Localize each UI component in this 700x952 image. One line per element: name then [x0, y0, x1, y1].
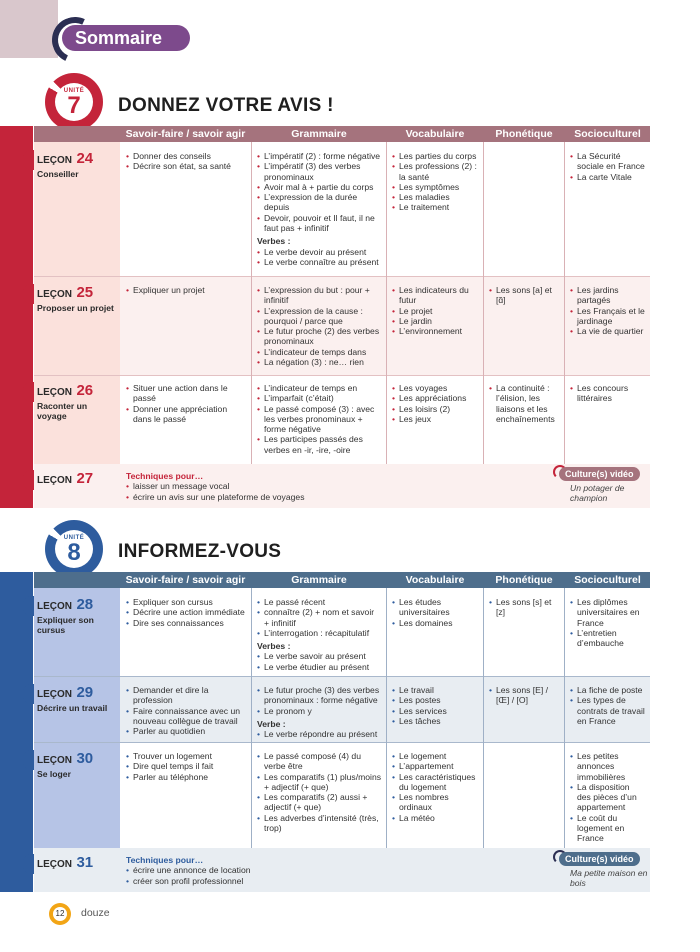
- lesson-tab: [23, 150, 34, 170]
- list-item: • La négation (3) : ne… rien: [257, 357, 381, 367]
- list-item: • Expliquer son cursus: [126, 597, 246, 607]
- page-number: 12: [53, 907, 67, 921]
- lesson-24-label: [37, 150, 117, 179]
- unit-number: 7: [67, 91, 81, 119]
- list-item: • Les jardins partagés: [570, 285, 645, 306]
- lesson-28-label: [37, 596, 117, 635]
- col-header-savoir: Savoir-faire / savoir agir: [125, 574, 246, 586]
- header-corner-block: [0, 0, 58, 58]
- cell-grammaire: [251, 282, 386, 367]
- list-item: • Le travail: [392, 685, 478, 695]
- unit-word-label: UNITÉ: [63, 87, 85, 94]
- unit-number: 8: [67, 538, 81, 566]
- list-item: • Les Français et le jardinage: [570, 306, 645, 327]
- lesson-subtitle: Décrire un travail: [37, 703, 108, 713]
- lesson-word: LEÇON: [37, 155, 72, 166]
- lesson-tab: [23, 684, 34, 704]
- col-header-vocabulaire: Vocabulaire: [405, 574, 465, 586]
- cell-phonetique: [483, 380, 564, 424]
- list-item: • Les diplômes universitaires en France: [570, 597, 645, 628]
- list-item: • Les sons [a] et [ɑ̃]: [489, 285, 559, 306]
- lesson-tab: [23, 470, 34, 490]
- col-header-socioculturel: Socioculturel: [574, 574, 641, 586]
- cell-grammaire: [251, 380, 386, 455]
- lesson-word: LEÇON: [37, 601, 72, 612]
- list-item: • Les comparatifs (2) aussi + adjectif (+ que): [257, 792, 381, 813]
- cell-socioculturel: [564, 148, 650, 182]
- techniques-cell: [120, 852, 420, 886]
- list-item: • Dire ses connaissances: [126, 618, 246, 628]
- cell-socioculturel: [564, 594, 650, 648]
- cell-grammaire: [251, 594, 386, 672]
- cell-savoir: [120, 748, 251, 782]
- list-item: • Avoir mal à + partie du corps: [257, 182, 381, 192]
- list-item: • Le jardin: [392, 316, 478, 326]
- list-item: • L’expression de la durée depuis: [257, 192, 381, 213]
- list-item: • L’appartement: [392, 761, 478, 771]
- list-item: • Le passé composé (3) : avec les verbes pronominaux + forme négative: [257, 404, 381, 435]
- unit-7-badge: [45, 73, 103, 131]
- list-item: • Les domaines: [392, 618, 478, 628]
- list-item: • Les loisirs (2): [392, 404, 478, 414]
- list-item: • Les appréciations: [392, 393, 478, 403]
- list-item: • Donner des conseils: [126, 151, 246, 161]
- lesson-tab: [23, 382, 34, 402]
- list-item: • Trouver un logement: [126, 751, 246, 761]
- list-item: • Le futur proche (2) des verbes pronominaux: [257, 326, 381, 347]
- cell-phonetique: [483, 282, 564, 306]
- list-item: • L’expression de la cause : pourquoi / parce que: [257, 306, 381, 327]
- list-item: • Expliquer un projet: [126, 285, 246, 295]
- list-item: • L’imparfait (c’était): [257, 393, 381, 403]
- techniques-cell: [120, 468, 420, 502]
- culture-video-badge: Culture(s) vidéo: [559, 852, 640, 866]
- list-item: • Les comparatifs (1) plus/moins + adjectif (+ que): [257, 772, 381, 793]
- lesson-number: 26: [76, 382, 94, 399]
- list-item: • Le futur proche (3) des verbes pronominaux : forme négative: [257, 685, 381, 706]
- cell-socioculturel: [564, 682, 650, 726]
- list-item: • Parler au quotidien: [126, 726, 246, 736]
- list-item: • L’indicateur de temps en: [257, 383, 381, 393]
- grammar-sub-title: Verbe :: [257, 718, 286, 729]
- page-title: Sommaire: [62, 25, 190, 51]
- list-item: • Le passé récent: [257, 597, 381, 607]
- lesson-word: LEÇON: [37, 689, 72, 700]
- cell-vocabulaire: [386, 594, 483, 628]
- cell-savoir: [120, 380, 251, 424]
- lesson-number: 28: [76, 596, 94, 613]
- list-item: • Le coût du logement en France: [570, 813, 645, 844]
- lesson-subtitle: Expliquer son cursus: [37, 615, 94, 635]
- lesson-subtitle: Proposer un projet: [37, 303, 114, 313]
- list-item: • L’impératif (3) des verbes pronominaux: [257, 161, 381, 182]
- list-item: • Les voyages: [392, 383, 478, 393]
- cell-savoir: [120, 682, 251, 736]
- list-item: • Le passé composé (4) du verbe être: [257, 751, 381, 772]
- list-item: • Les types de contrats de travail en France: [570, 695, 645, 726]
- lesson-31-label: [37, 854, 117, 872]
- row-separator: [34, 676, 650, 677]
- list-item: • écrire une annonce de location: [126, 865, 415, 875]
- list-item: • Les professions (2) : la santé: [392, 161, 478, 182]
- list-item: • connaître (2) + nom et savoir + infinitif: [257, 607, 381, 628]
- list-item: • La disposition des pièces d’un appartement: [570, 782, 645, 813]
- culture-video-title: Ma petite maison en bois: [570, 868, 648, 888]
- list-item: • L’entretien d’embauche: [570, 628, 645, 649]
- list-item: • Le verbe devoir au présent: [257, 247, 381, 257]
- list-item: • La carte Vitale: [570, 172, 645, 182]
- list-item: • écrire un avis sur une plateforme de voyages: [126, 492, 415, 502]
- cell-grammaire: [251, 682, 386, 739]
- list-item: • Le pronom y: [257, 706, 381, 716]
- list-item: • Les études universitaires: [392, 597, 478, 618]
- list-item: • Les services: [392, 706, 478, 716]
- list-item: • Le logement: [392, 751, 478, 761]
- row-separator: [34, 375, 650, 376]
- lesson-subtitle: Conseiller: [37, 169, 79, 179]
- cell-grammaire: [251, 148, 386, 267]
- techniques-title: Techniques pour…: [126, 471, 204, 481]
- list-item: • Les sons [s] et [z]: [489, 597, 559, 618]
- cell-phonetique: [483, 682, 564, 706]
- cell-socioculturel: [564, 380, 650, 404]
- list-item: • Le projet: [392, 306, 478, 316]
- col-header-vocabulaire: Vocabulaire: [405, 128, 465, 140]
- list-item: • La Sécurité sociale en France: [570, 151, 645, 172]
- col-header-savoir: Savoir-faire / savoir agir: [125, 128, 246, 140]
- list-item: • Les concours littéraires: [570, 383, 645, 404]
- unit-title: DONNEZ VOTRE AVIS !: [118, 95, 334, 116]
- col-separator: [483, 588, 484, 848]
- list-item: • Le traitement: [392, 202, 478, 212]
- cell-savoir: [120, 594, 251, 628]
- list-item: • Demander et dire la profession: [126, 685, 246, 706]
- list-item: • laisser un message vocal: [126, 481, 415, 491]
- col-header-grammaire: Grammaire: [291, 128, 347, 140]
- list-item: • Les postes: [392, 695, 478, 705]
- list-item: • Les petites annonces immobilières: [570, 751, 645, 782]
- unit-title: INFORMEZ-VOUS: [118, 541, 282, 562]
- list-item: • Décrire une action immédiate: [126, 607, 246, 617]
- lesson-number: 30: [76, 750, 94, 767]
- list-item: • Les nombres ordinaux: [392, 792, 478, 813]
- col-header-phonetique: Phonétique: [495, 574, 553, 586]
- list-item: • La fiche de poste: [570, 685, 645, 695]
- row-separator: [34, 742, 650, 743]
- list-item: • Le verbe savoir au présent: [257, 651, 381, 661]
- cell-savoir: [120, 148, 251, 172]
- list-item: • L’impératif (2) : forme négative: [257, 151, 381, 161]
- list-item: • Le verbe étudier au présent: [257, 662, 381, 672]
- grammar-sub-title: Verbes :: [257, 641, 291, 652]
- list-item: • L’expression du but : pour + infinitif: [257, 285, 381, 306]
- techniques-title: Techniques pour…: [126, 855, 204, 865]
- cell-vocabulaire: [386, 282, 483, 336]
- col-header-socioculturel: Socioculturel: [574, 128, 641, 140]
- culture-video-title: Un potager de champion: [570, 483, 625, 503]
- lesson-word: LEÇON: [37, 475, 72, 486]
- list-item: • Les maladies: [392, 192, 478, 202]
- list-item: • L’indicateur de temps dans: [257, 347, 381, 357]
- lesson-number: 24: [76, 150, 94, 167]
- unit-8-badge: [45, 520, 103, 578]
- list-item: • L’interrogation : récapitulatif: [257, 628, 381, 638]
- cell-vocabulaire: [386, 682, 483, 726]
- list-item: • Devoir, pouvoir et Il faut, il ne faut pas + infinitif: [257, 213, 381, 234]
- unit-word-label: UNITÉ: [63, 534, 85, 541]
- list-item: • L’environnement: [392, 326, 478, 336]
- col-header-grammaire: Grammaire: [291, 574, 347, 586]
- list-item: • créer son profil professionnel: [126, 876, 415, 886]
- list-item: • Les adverbes d’intensité (très, trop): [257, 813, 381, 834]
- list-item: • Situer une action dans le passé: [126, 383, 246, 404]
- cell-phonetique: [483, 594, 564, 618]
- page-number-word: douze: [81, 907, 110, 919]
- lesson-25-label: [37, 284, 117, 313]
- lesson-tab: [23, 284, 34, 304]
- list-item: • La vie de quartier: [570, 326, 645, 336]
- cell-socioculturel: [564, 282, 650, 336]
- lesson-word: LEÇON: [37, 387, 72, 398]
- lesson-tab: [23, 596, 34, 616]
- list-item: • Les caractéristiques du logement: [392, 772, 478, 793]
- cell-savoir: [120, 282, 251, 295]
- list-item: • Les participes passés des verbes en -ir, -ire, -oire: [257, 434, 381, 455]
- list-item: • La continuité : l’élision, les liaisons et les enchaînements: [489, 383, 559, 424]
- unit-8-sidebar: [0, 572, 33, 892]
- list-item: • Parler au téléphone: [126, 772, 246, 782]
- lesson-tab: [23, 750, 34, 770]
- list-item: • Donner une appréciation dans le passé: [126, 404, 246, 425]
- lesson-tab: [23, 854, 34, 874]
- cell-grammaire: [251, 748, 386, 833]
- list-item: • Les parties du corps: [392, 151, 478, 161]
- lesson-29-label: [37, 684, 119, 713]
- lesson-word: LEÇON: [37, 755, 72, 766]
- lesson-number: 29: [76, 684, 94, 701]
- list-item: • Décrire son état, sa santé: [126, 161, 246, 171]
- lesson-subtitle: Raconter un voyage: [37, 401, 88, 421]
- lesson-number: 31: [76, 854, 94, 871]
- lesson-27-label: [37, 470, 117, 488]
- lesson-26-label: [37, 382, 117, 421]
- list-item: • Le verbe répondre au présent: [257, 729, 381, 739]
- list-item: • Les symptômes: [392, 182, 478, 192]
- lesson-number: 25: [76, 284, 94, 301]
- lesson-word: LEÇON: [37, 289, 72, 300]
- lesson-subtitle: Se loger: [37, 769, 71, 779]
- lesson-word: LEÇON: [37, 859, 72, 870]
- list-item: • Les jeux: [392, 414, 478, 424]
- culture-video-badge: Culture(s) vidéo: [559, 467, 640, 481]
- list-item: • Les indicateurs du futur: [392, 285, 478, 306]
- list-item: • Les sons [E] / [Œ] / [O]: [489, 685, 559, 706]
- lesson-30-label: [37, 750, 117, 779]
- unit-7-sidebar: [0, 126, 33, 508]
- list-item: • Dire quel temps il fait: [126, 761, 246, 771]
- col-header-phonetique: Phonétique: [495, 128, 553, 140]
- grammar-sub-title: Verbes :: [257, 236, 291, 247]
- list-item: • Le verbe connaître au présent: [257, 257, 381, 267]
- row-separator: [34, 276, 650, 277]
- cell-vocabulaire: [386, 380, 483, 424]
- lesson-number: 27: [76, 470, 94, 487]
- cell-vocabulaire: [386, 148, 483, 213]
- cell-vocabulaire: [386, 748, 483, 823]
- cell-socioculturel: [564, 748, 650, 844]
- list-item: • La météo: [392, 813, 478, 823]
- list-item: • Faire connaissance avec un nouveau collègue de travail: [126, 706, 246, 727]
- list-item: • Les tâches: [392, 716, 478, 726]
